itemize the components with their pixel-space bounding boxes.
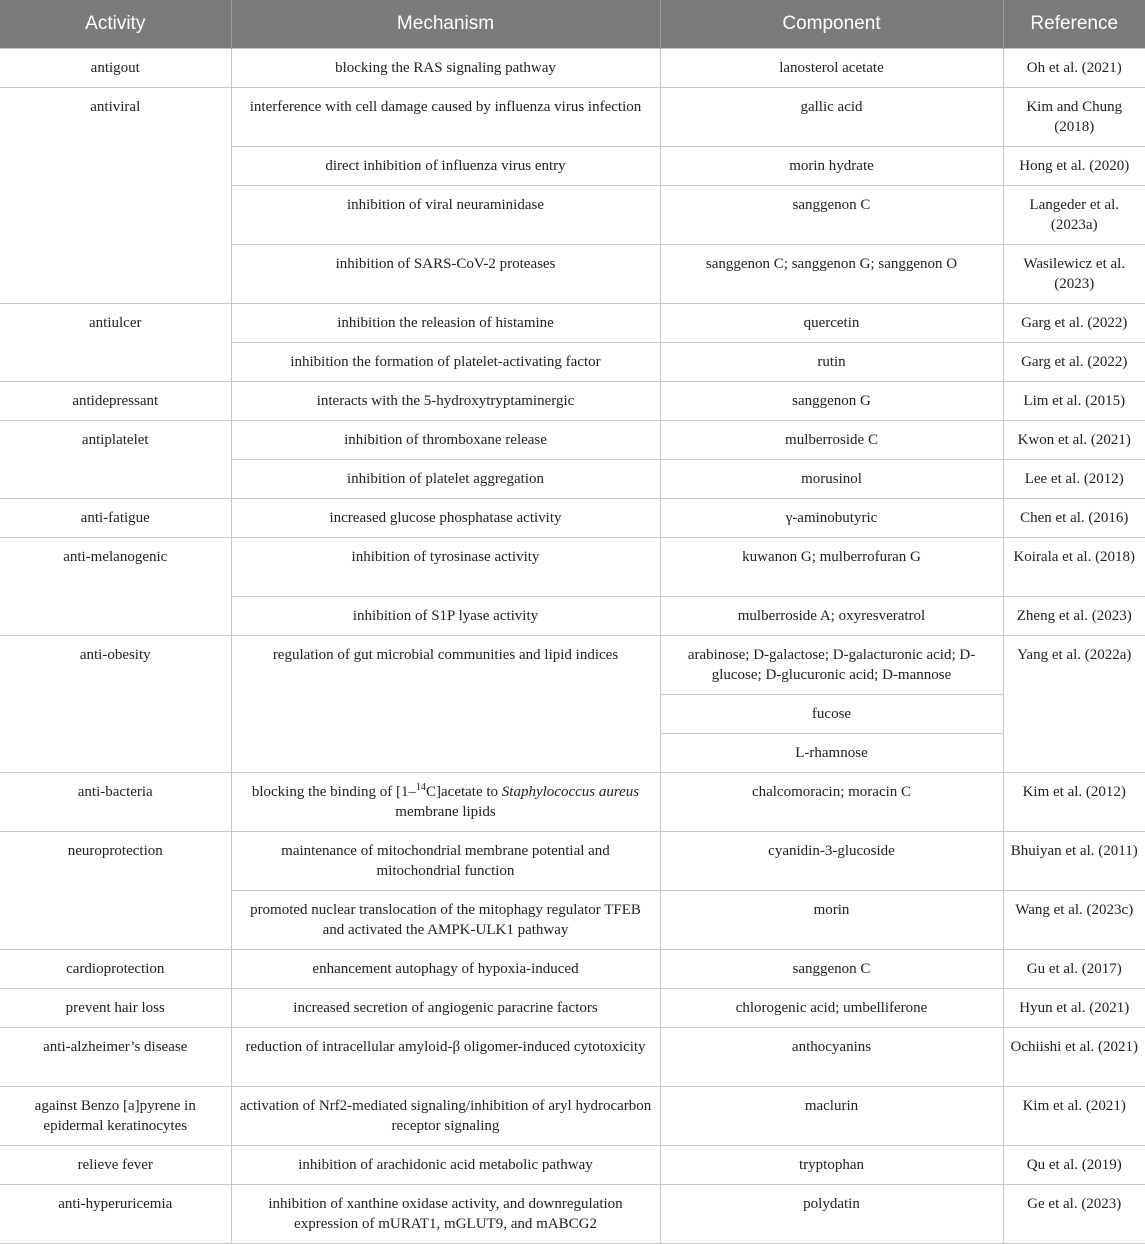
mechanism-cell: inhibition of thromboxane release	[231, 421, 660, 460]
mechanism-cell: interference with cell damage caused by influenza virus infection	[231, 88, 660, 147]
mechanism-cell: blocking the RAS signaling pathway	[231, 49, 660, 88]
reference-cell: Langeder et al. (2023a)	[1003, 186, 1145, 245]
mechanism-cell: inhibition of xanthine oxidase activity, and downregulation expression of mURAT1, mGLUT9, and mABCG2	[231, 1185, 660, 1244]
reference-cell: Koirala et al. (2018)	[1003, 538, 1145, 597]
activity-cell: neuroprotection	[0, 832, 231, 950]
component-cell: kuwanon G; mulberrofuran G	[660, 538, 1003, 597]
reference-cell: Garg et al. (2022)	[1003, 304, 1145, 343]
activity-cell: antigout	[0, 49, 231, 88]
component-cell: sanggenon C	[660, 950, 1003, 989]
header-mechanism: Mechanism	[231, 0, 660, 49]
table-row	[0, 989, 1145, 1028]
table-row	[0, 1087, 1145, 1146]
reference-cell: Ochiishi et al. (2021)	[1003, 1028, 1145, 1087]
reference-cell: Oh et al. (2021)	[1003, 49, 1145, 88]
reference-cell: Ge et al. (2023)	[1003, 1185, 1145, 1244]
header-activity: Activity	[0, 0, 231, 49]
reference-cell: Chen et al. (2016)	[1003, 499, 1145, 538]
table-row	[0, 1028, 1145, 1087]
component-cell: mulberroside A; oxyresveratrol	[660, 597, 1003, 636]
mechanism-cell: inhibition of viral neuraminidase	[231, 186, 660, 245]
activity-cell: anti-hyperuricemia	[0, 1185, 231, 1244]
species-name: Staphylococcus aureus	[501, 784, 640, 800]
component-cell: sanggenon G	[660, 382, 1003, 421]
activity-cell: antidepressant	[0, 382, 231, 421]
component-cell: γ-aminobutyric	[660, 499, 1003, 538]
component-cell: rutin	[660, 343, 1003, 382]
table-body	[0, 49, 1145, 1244]
mechanism-cell: activation of Nrf2-mediated signaling/inhibition of aryl hydrocarbon receptor signaling	[231, 1087, 660, 1146]
reference-cell: Wang et al. (2023c)	[1003, 891, 1145, 950]
reference-cell: Bhuiyan et al. (2011)	[1003, 832, 1145, 891]
mechanism-cell: inhibition the releasion of histamine	[231, 304, 660, 343]
mechanism-text: C]acetate to	[426, 784, 502, 800]
mechanism-cell: reduction of intracellular amyloid-β oligomer-induced cytotoxicity	[231, 1028, 660, 1087]
component-cell: sanggenon C; sanggenon G; sanggenon O	[660, 245, 1003, 304]
reference-cell: Gu et al. (2017)	[1003, 950, 1145, 989]
table-row	[0, 88, 1145, 147]
reference-cell: Kim et al. (2012)	[1003, 773, 1145, 832]
reference-cell: Lim et al. (2015)	[1003, 382, 1145, 421]
activity-cell: anti-alzheimer’s disease	[0, 1028, 231, 1087]
table-row	[0, 499, 1145, 538]
mechanism-cell: inhibition the formation of platelet-activating factor	[231, 343, 660, 382]
reference-cell: Hyun et al. (2021)	[1003, 989, 1145, 1028]
component-cell: mulberroside C	[660, 421, 1003, 460]
reference-cell: Garg et al. (2022)	[1003, 343, 1145, 382]
component-cell: sanggenon C	[660, 186, 1003, 245]
mechanism-cell: increased glucose phosphatase activity	[231, 499, 660, 538]
activity-cell: relieve fever	[0, 1146, 231, 1185]
table-row	[0, 1185, 1145, 1244]
activity-cell: antiulcer	[0, 304, 231, 382]
mechanism-cell: inhibition of platelet aggregation	[231, 460, 660, 499]
reference-cell: Kwon et al. (2021)	[1003, 421, 1145, 460]
reference-cell: Wasilewicz et al. (2023)	[1003, 245, 1145, 304]
component-cell: quercetin	[660, 304, 1003, 343]
mechanism-cell: increased secretion of angiogenic paracrine factors	[231, 989, 660, 1028]
activity-cell: antiviral	[0, 88, 231, 304]
activity-cell: prevent hair loss	[0, 989, 231, 1028]
reference-cell: Yang et al. (2022a)	[1003, 636, 1145, 773]
table-row	[0, 950, 1145, 989]
component-cell: maclurin	[660, 1087, 1003, 1146]
table-header	[0, 0, 1145, 49]
table-row	[0, 421, 1145, 460]
activity-cell: anti-melanogenic	[0, 538, 231, 636]
component-cell: tryptophan	[660, 1146, 1003, 1185]
mechanism-cell	[231, 773, 660, 832]
component-cell: lanosterol acetate	[660, 49, 1003, 88]
activity-cell: cardioprotection	[0, 950, 231, 989]
mechanism-cell: direct inhibition of influenza virus entry	[231, 147, 660, 186]
reference-cell: Qu et al. (2019)	[1003, 1146, 1145, 1185]
activity-cell: anti-obesity	[0, 636, 231, 773]
mechanism-cell: regulation of gut microbial communities and lipid indices	[231, 636, 660, 773]
mechanism-cell: enhancement autophagy of hypoxia-induced	[231, 950, 660, 989]
reference-cell: Zheng et al. (2023)	[1003, 597, 1145, 636]
mechanism-cell: promoted nuclear translocation of the mitophagy regulator TFEB and activated the AMPK-ULK1 pathway	[231, 891, 660, 950]
component-cell: L-rhamnose	[660, 734, 1003, 773]
reference-cell: Lee et al. (2012)	[1003, 460, 1145, 499]
mechanism-cell: maintenance of mitochondrial membrane potential and mitochondrial function	[231, 832, 660, 891]
mechanism-cell: inhibition of SARS-CoV-2 proteases	[231, 245, 660, 304]
reference-cell: Kim and Chung (2018)	[1003, 88, 1145, 147]
header-row	[0, 0, 1145, 49]
reference-cell: Hong et al. (2020)	[1003, 147, 1145, 186]
component-cell: chlorogenic acid; umbelliferone	[660, 989, 1003, 1028]
component-cell: morin hydrate	[660, 147, 1003, 186]
mechanism-cell: inhibition of arachidonic acid metabolic pathway	[231, 1146, 660, 1185]
mechanism-text: membrane lipids	[395, 804, 496, 820]
mechanism-cell: interacts with the 5-hydroxytryptaminergic	[231, 382, 660, 421]
component-cell: fucose	[660, 695, 1003, 734]
activity-cell: anti-bacteria	[0, 773, 231, 832]
table-row	[0, 382, 1145, 421]
component-cell: anthocyanins	[660, 1028, 1003, 1087]
component-cell: chalcomoracin; moracin C	[660, 773, 1003, 832]
activity-cell: antiplatelet	[0, 421, 231, 499]
table-row	[0, 49, 1145, 88]
component-cell: polydatin	[660, 1185, 1003, 1244]
reference-cell: Kim et al. (2021)	[1003, 1087, 1145, 1146]
mechanism-text: blocking the binding of [1–	[251, 784, 416, 800]
mechanism-cell: inhibition of S1P lyase activity	[231, 597, 660, 636]
table-row	[0, 1146, 1145, 1185]
table-row	[0, 538, 1145, 597]
header-component: Component	[660, 0, 1003, 49]
header-reference: Reference	[1003, 0, 1145, 49]
activity-cell: anti-fatigue	[0, 499, 231, 538]
component-cell: morusinol	[660, 460, 1003, 499]
isotope-superscript: 14	[416, 782, 426, 793]
table-row	[0, 636, 1145, 695]
mechanism-cell: inhibition of tyrosinase activity	[231, 538, 660, 597]
component-cell: arabinose; D-galactose; D-galacturonic acid; D-glucose; D-glucuronic acid; D-mannose	[660, 636, 1003, 695]
table-row	[0, 832, 1145, 891]
component-cell: morin	[660, 891, 1003, 950]
component-cell: gallic acid	[660, 88, 1003, 147]
table-row	[0, 773, 1145, 832]
activity-cell: against Benzo [a]pyrene in epidermal keratinocytes	[0, 1087, 231, 1146]
table-row	[0, 304, 1145, 343]
component-cell: cyanidin-3-glucoside	[660, 832, 1003, 891]
